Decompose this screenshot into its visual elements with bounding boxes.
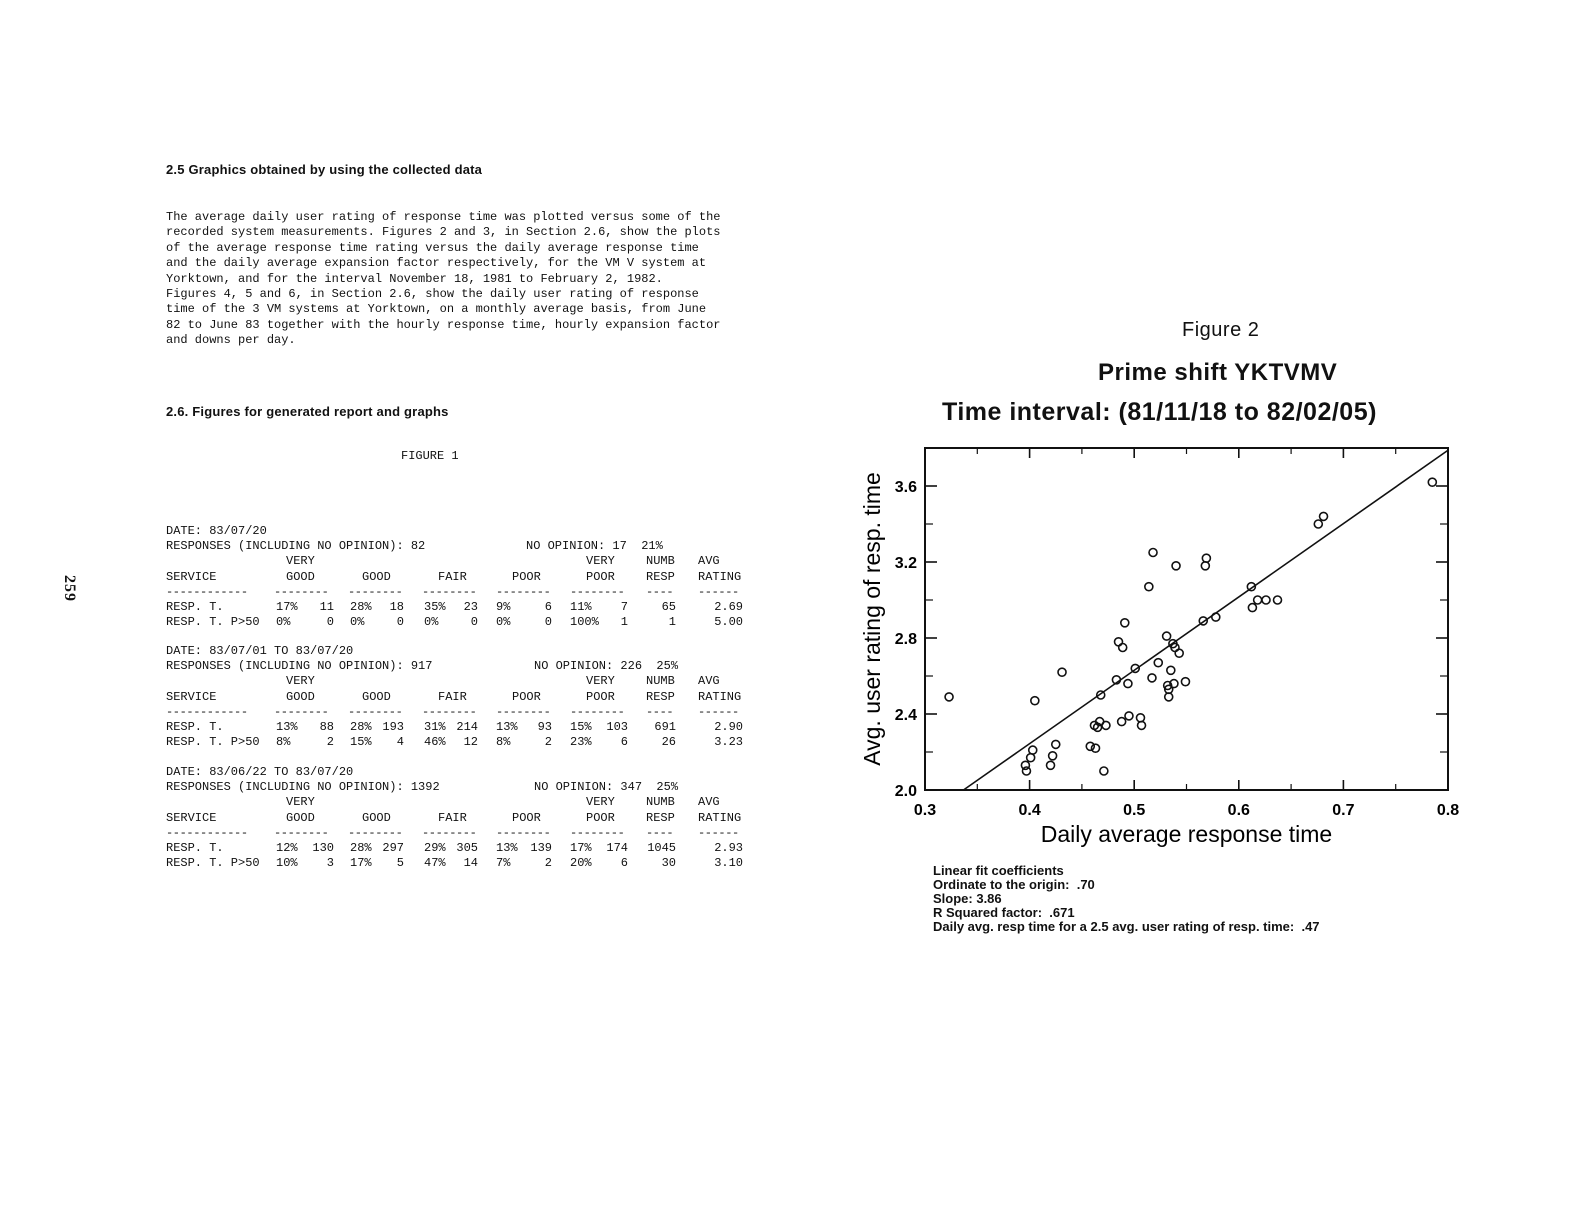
table-cell: 20% [570, 856, 592, 871]
table-cell: 3 [326, 856, 334, 871]
table-cell: 3.10 [714, 856, 743, 871]
header-rule: -------- [422, 825, 477, 840]
column-header: POOR [512, 810, 541, 825]
table-cell: 93 [537, 719, 552, 734]
report-no-opinion: NO OPINION: 347 25% [534, 780, 679, 795]
x-tick-label: 0.8 [1436, 802, 1460, 819]
report-date: DATE: 83/07/01 TO 83/07/20 [166, 644, 354, 658]
table-cell: 6 [620, 856, 628, 871]
data-point [1102, 721, 1110, 729]
table-cell: 103 [606, 719, 628, 734]
data-point [1121, 619, 1129, 627]
column-header: AVG [698, 795, 720, 810]
header-rule: -------- [496, 704, 551, 719]
x-tick-label: 0.6 [1227, 802, 1250, 819]
data-point [1029, 746, 1037, 754]
table-cell: 1 [668, 615, 676, 630]
column-header: SERVICE [166, 569, 217, 584]
data-point [1027, 754, 1035, 762]
table-cell: RESP. T. [166, 840, 224, 855]
data-point [1145, 583, 1153, 591]
chart-axes [925, 448, 1448, 790]
data-point [1314, 520, 1322, 528]
x-axis-label: Daily average response time [1040, 821, 1333, 847]
report-no-opinion: NO OPINION: 17 21% [526, 539, 663, 554]
fit-line-layer [963, 450, 1448, 790]
table-cell: 5.00 [714, 615, 743, 630]
header-rule: ------ [698, 584, 739, 599]
table-cell: 2 [326, 735, 334, 750]
column-header: RATING [698, 569, 742, 584]
column-header: POOR [586, 689, 615, 704]
table-cell: 193 [382, 719, 404, 734]
column-header: VERY [286, 554, 315, 569]
data-point [1172, 562, 1180, 570]
table-cell: 17% [570, 840, 592, 855]
header-rule: -------- [496, 825, 551, 840]
column-header: GOOD [286, 689, 315, 704]
table-cell: 0% [424, 615, 439, 630]
header-rule: ---- [646, 825, 674, 840]
data-point [1118, 718, 1126, 726]
column-header: RESP [646, 689, 675, 704]
header-rule: -------- [570, 825, 625, 840]
header-rule: ------------ [166, 704, 248, 719]
x-tick-label: 0.3 [913, 802, 937, 819]
data-point [1254, 596, 1262, 604]
data-point [1119, 644, 1127, 652]
table-cell: 139 [530, 840, 552, 855]
column-header: FAIR [438, 810, 467, 825]
data-point [1100, 767, 1108, 775]
column-header: GOOD [362, 569, 391, 584]
column-header: NUMB [646, 554, 675, 569]
table-cell: 13% [496, 719, 518, 734]
header-rule: -------- [274, 584, 329, 599]
section-heading-2-5: 2.5 Graphics obtained by using the collected data [166, 162, 483, 177]
data-point [1320, 512, 1328, 520]
column-header: GOOD [286, 569, 315, 584]
table-cell: 11% [570, 599, 592, 614]
report-date: DATE: 83/06/22 TO 83/07/20 [166, 765, 354, 779]
figure-2-caption: Figure 2 [1182, 319, 1260, 341]
table-cell: RESP. T. P>50 [166, 615, 260, 630]
table-cell: 2.93 [714, 840, 743, 855]
column-header: VERY [286, 795, 315, 810]
table-cell: 100% [570, 615, 599, 630]
x-tick-label: 0.5 [1123, 802, 1146, 819]
table-cell: 18 [389, 599, 404, 614]
data-point [1175, 649, 1183, 657]
table-cell: 88 [319, 719, 334, 734]
table-cell: 65 [661, 599, 676, 614]
data-point [1091, 744, 1099, 752]
data-point [1047, 761, 1055, 769]
header-rule: -------- [274, 704, 329, 719]
body-text [166, 210, 726, 349]
table-cell: 30 [661, 856, 676, 871]
header-rule: -------- [422, 704, 477, 719]
table-cell: 47% [424, 856, 446, 871]
table-cell: 23% [570, 735, 592, 750]
data-points [945, 478, 1436, 775]
table-cell: 35% [424, 599, 446, 614]
column-header: GOOD [362, 810, 391, 825]
table-cell: 2 [544, 856, 552, 871]
data-point [1086, 742, 1094, 750]
data-point [1202, 554, 1210, 562]
table-cell: 0% [496, 615, 511, 630]
fit-line [963, 450, 1448, 790]
data-point [1148, 674, 1156, 682]
header-rule: -------- [348, 825, 403, 840]
header-rule: ------------ [166, 584, 248, 599]
y-tick-label: 2.0 [894, 783, 917, 800]
column-header: RESP [646, 569, 675, 584]
table-cell: 29% [424, 840, 446, 855]
table-cell: 23 [463, 599, 478, 614]
table-cell: 11 [319, 599, 334, 614]
data-point [1163, 632, 1171, 640]
header-rule: -------- [348, 584, 403, 599]
data-point [1021, 761, 1029, 769]
paragraph-1: The average daily user rating of response time was plotted versus some of the recorded system measurements. Figures 2 and 3, in Section 2.6, show the plots of the average response time rating versus the daily average response time and the daily average expansion factor respectively, for the VM V system at Yorktown, and for the interval November 18, 1981 to February 2, 1982. [166, 210, 721, 286]
column-header: GOOD [362, 689, 391, 704]
data-point [1031, 697, 1039, 705]
column-header: POOR [586, 810, 615, 825]
column-header: POOR [512, 569, 541, 584]
data-point [1181, 678, 1189, 686]
table-cell: RESP. T. P>50 [166, 856, 260, 871]
table-cell: 13% [496, 840, 518, 855]
data-point [1201, 562, 1209, 570]
column-header: VERY [586, 674, 615, 689]
figure-1-label: FIGURE 1 [401, 449, 459, 463]
table-cell: 691 [654, 719, 676, 734]
data-point [1149, 549, 1157, 557]
data-point [1052, 740, 1060, 748]
table-cell: 12 [463, 735, 478, 750]
table-cell: 0% [350, 615, 365, 630]
header-rule: -------- [348, 704, 403, 719]
fit-ordinate: Ordinate to the origin: .70 [933, 877, 1095, 892]
column-header: VERY [286, 674, 315, 689]
table-cell: 9% [496, 599, 511, 614]
table-cell: 2.90 [714, 719, 743, 734]
data-point [1165, 693, 1173, 701]
column-header: GOOD [286, 810, 315, 825]
table-cell: 305 [456, 840, 478, 855]
data-point [1212, 613, 1220, 621]
table-cell: 26 [661, 735, 676, 750]
column-header: VERY [586, 554, 615, 569]
column-header: FAIR [438, 569, 467, 584]
chart-subtitle: Time interval: (81/11/18 to 82/02/05) [942, 398, 1377, 426]
page-number: 259 [61, 575, 78, 602]
table-cell: RESP. T. P>50 [166, 735, 260, 750]
table-cell: 0 [326, 615, 334, 630]
table-cell: 15% [570, 719, 592, 734]
header-rule: ------ [698, 704, 739, 719]
data-point [1124, 680, 1132, 688]
data-point [1138, 721, 1146, 729]
table-cell: 214 [456, 719, 478, 734]
table-cell: 28% [350, 719, 372, 734]
y-tick-label: 2.4 [894, 707, 917, 724]
column-header: AVG [698, 674, 720, 689]
table-cell: 10% [276, 856, 298, 871]
table-cell: 4 [396, 735, 404, 750]
data-point [1274, 596, 1282, 604]
table-cell: 14 [463, 856, 478, 871]
table-cell: 130 [312, 840, 334, 855]
table-cell: 6 [620, 735, 628, 750]
fit-daily-avg: Daily avg. resp time for a 2.5 avg. user rating of resp. time: .47 [933, 919, 1320, 934]
table-cell: RESP. T. [166, 599, 224, 614]
table-cell: 31% [424, 719, 446, 734]
chart-title: Prime shift YKTVMV [1098, 359, 1338, 386]
column-header: RATING [698, 810, 742, 825]
column-header: NUMB [646, 674, 675, 689]
table-cell: 6 [544, 599, 552, 614]
header-rule: -------- [570, 704, 625, 719]
fit-r-squared: R Squared factor: .671 [933, 905, 1075, 920]
table-cell: 174 [606, 840, 628, 855]
header-rule: ---- [646, 704, 674, 719]
column-header: RESP [646, 810, 675, 825]
y-tick-label: 3.6 [894, 479, 917, 496]
column-header: VERY [586, 795, 615, 810]
data-point [1428, 478, 1436, 486]
column-header: NUMB [646, 795, 675, 810]
column-header: AVG [698, 554, 720, 569]
column-header: SERVICE [166, 689, 217, 704]
table-cell: 2 [544, 735, 552, 750]
table-cell: 2.69 [714, 599, 743, 614]
table-cell: 0 [544, 615, 552, 630]
data-point [1248, 604, 1256, 612]
column-header: RATING [698, 689, 742, 704]
section-heading-2-6: 2.6. Figures for generated report and graphs [166, 404, 449, 419]
paragraph-2: Figures 4, 5 and 6, in Section 2.6, show the daily user rating of response time of the 3 VM systems at Yorktown, on a monthly average basis, from June 82 to June 83 together with the hourly response time, hourly expansion factor and downs per day. [166, 287, 721, 348]
y-axis-label: Avg. user rating of resp. time [859, 472, 885, 766]
fit-heading: Linear fit coefficients [933, 863, 1064, 878]
table-cell: 8% [276, 735, 291, 750]
table-cell: 3.23 [714, 735, 743, 750]
scatter-chart [850, 430, 1490, 870]
y-tick-label: 2.8 [894, 631, 917, 648]
table-cell: 1 [620, 615, 628, 630]
data-point [1125, 712, 1133, 720]
x-tick-label: 0.4 [1018, 802, 1041, 819]
table-cell: 12% [276, 840, 298, 855]
header-rule: -------- [496, 584, 551, 599]
table-cell: 0 [470, 615, 478, 630]
column-header: POOR [512, 689, 541, 704]
header-rule: -------- [570, 584, 625, 599]
report-responses: RESPONSES (INCLUDING NO OPINION): 917 [166, 659, 433, 674]
data-point [945, 693, 953, 701]
table-cell: 8% [496, 735, 511, 750]
table-cell: 5 [396, 856, 404, 871]
column-header: SERVICE [166, 810, 217, 825]
table-cell: 46% [424, 735, 446, 750]
column-header: POOR [586, 569, 615, 584]
table-cell: 17% [276, 599, 298, 614]
data-point [1058, 668, 1066, 676]
table-cell: 28% [350, 599, 372, 614]
report-no-opinion: NO OPINION: 226 25% [534, 659, 679, 674]
fit-slope: Slope: 3.86 [933, 891, 1002, 906]
table-cell: 0% [276, 615, 291, 630]
column-header: FAIR [438, 689, 467, 704]
fit-notes [933, 864, 1320, 934]
table-cell: 1045 [647, 840, 676, 855]
data-point [1262, 596, 1270, 604]
data-point [1136, 714, 1144, 722]
plot-frame [925, 448, 1448, 790]
header-rule: ------ [698, 825, 739, 840]
report-responses: RESPONSES (INCLUDING NO OPINION): 1392 [166, 780, 440, 795]
table-cell: 13% [276, 719, 298, 734]
table-cell: 7% [496, 856, 511, 871]
table-cell: RESP. T. [166, 719, 224, 734]
x-tick-label: 0.7 [1332, 802, 1355, 819]
table-cell: 17% [350, 856, 372, 871]
header-rule: ---- [646, 584, 674, 599]
table-cell: 0 [396, 615, 404, 630]
y-tick-label: 3.2 [894, 555, 917, 572]
table-cell: 28% [350, 840, 372, 855]
report-date: DATE: 83/07/20 [166, 524, 267, 538]
header-rule: -------- [422, 584, 477, 599]
header-rule: ------------ [166, 825, 248, 840]
data-point [1167, 666, 1175, 674]
data-point [1049, 752, 1057, 760]
table-cell: 297 [382, 840, 404, 855]
table-cell: 7 [620, 599, 628, 614]
header-rule: -------- [274, 825, 329, 840]
table-cell: 15% [350, 735, 372, 750]
data-point [1154, 659, 1162, 667]
report-responses: RESPONSES (INCLUDING NO OPINION): 82 [166, 539, 426, 554]
